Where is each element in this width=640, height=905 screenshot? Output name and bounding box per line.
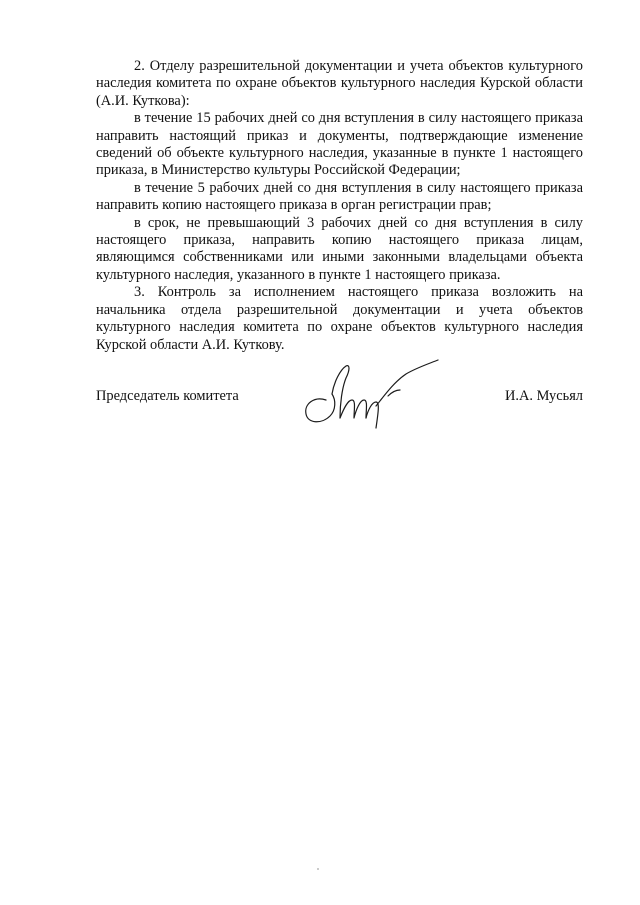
signer-name: И.А. Мусьял xyxy=(505,388,583,404)
handwritten-signature xyxy=(296,356,446,436)
signer-title: Председатель комитета xyxy=(96,388,239,404)
paragraph-15-days: в течение 15 рабочих дней со дня вступления в силу настоящего приказа направить настоящий приказ и документы, подтверждающие изменение сведений об объекте культурного наследия, указанные в пункте 1 настоящего приказа, в Министерство культуры Российской Федерации; xyxy=(96,110,583,179)
scan-speck xyxy=(317,868,319,870)
paragraph-5-days: в течение 5 рабочих дней со дня вступления в силу настоящего приказа направить копию настоящего приказа в орган регистрации прав; xyxy=(96,179,583,214)
paragraph-item-3: 3. Контроль за исполнением настоящего приказа возложить на начальника отдела разрешительной документации и учета объектов культурного наследия комитета по охране объектов культурного наследия Курской области А.И. Куткову. xyxy=(96,284,583,353)
paragraph-3-days: в срок, не превышающий 3 рабочих дней со дня вступления в силу настоящего приказа, направить копию настоящего приказа лицам, являющимся собственниками или иными законными владельцами объекта культурного наследия, указанного в пункте 1 настоящего приказа. xyxy=(96,214,583,283)
document-body xyxy=(96,58,583,354)
paragraph-item-2: 2. Отделу разрешительной документации и учета объектов культурного наследия комитета по охране объектов культурного наследия Курской области (А.И. Куткова): xyxy=(96,58,583,109)
